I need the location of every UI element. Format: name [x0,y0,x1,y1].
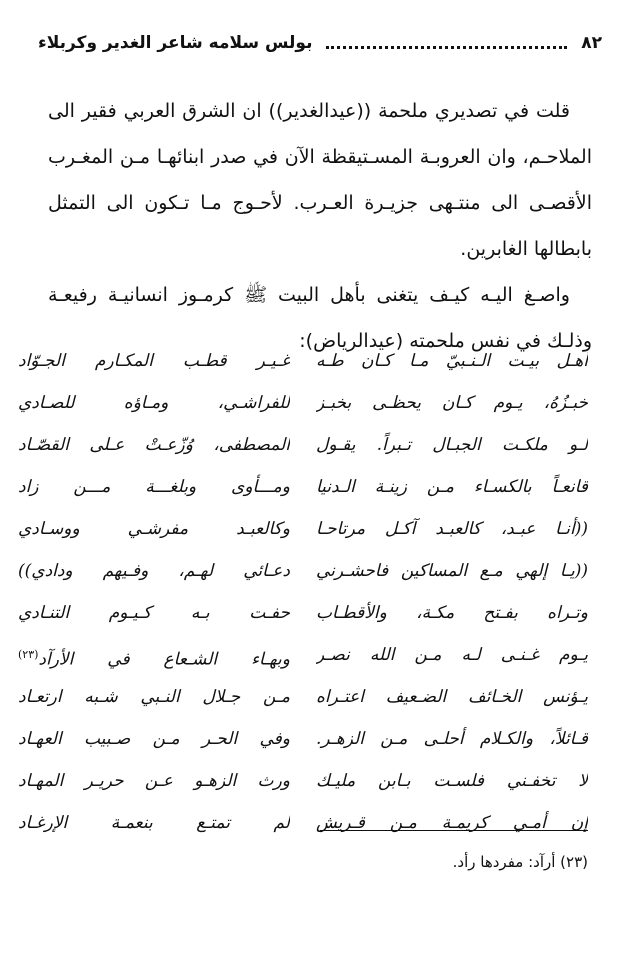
verse-second-hemistich [18,634,290,676]
header-dot-leader [326,46,567,49]
paragraph: قلت في تصديري ملحمة ((عيدالغدير)) ان الشرق العربي فقير الى الملاحـم، وان العروبـة المسـتيقظة الآن في صدر ابنائهـا مـن المغـرب الأقصـى الى منتـهى جزيـرة العـرب. لأحـوج مـا تـكون الى التمثل بابطالها الغابرين. [48,100,592,260]
verse-second-hemistich: ومـــأوى وبلغـــة مـــن زاد [18,477,290,497]
verse-first-hemistich: وتـراه بفـتح مكـة، والأقطـاب [316,603,588,623]
poem-verse [18,382,588,424]
verse-first-hemistich: ((يـا إلهي مـع المساكين فاحشـرني [316,561,588,581]
verse-first-hemistich: قانعـاً بالكسـاء مـن زينـة الـدنيا [316,477,588,497]
verse-first-hemistich: لا تخفـني فلسـت بـابن مليـك [316,771,588,791]
verse-second-hemistich: غـيـر قطـب المكـارم الجـوّاد [18,351,290,371]
poem [18,340,588,844]
poem-verse [18,676,588,718]
verse-second-hemistich-text: وبهـاء الشـعاع في الأرآد [38,649,290,670]
footnote: (٢٣) أرآد: مفردها رأد. [452,853,588,871]
header-title: بولس سلامه شاعر الغدير وكربلاء [38,33,313,53]
poem-verse [18,508,588,550]
poem-verse [18,424,588,466]
verse-first-hemistich: إن أمـي كريمـة مـن قـريش [316,813,588,833]
poem-verse [18,466,588,508]
verse-first-hemistich: قـائلاً، والكـلام أحلـى مـن الزهـر. [316,729,588,749]
poem-verse [18,592,588,634]
poem-verse [18,634,588,676]
verse-first-hemistich: لـو ملكـت الجبـال تـبراً. يقـول [316,435,588,455]
verse-first-hemistich: يـؤنس الخـائف الضـعيف اعتـراه [316,687,588,707]
verse-first-hemistich: أهـل بيـت الـنـبيّ مـا كـان طـه [316,351,588,371]
verse-second-hemistich: ورث الزهـو عـن حريـر المهـاد [18,771,290,791]
verse-first-hemistich: ((أنـا عبـد، كالعبـد آكـل مرتاحـا [316,519,588,539]
poem-verse [18,340,588,382]
poem-verse [18,760,588,802]
poem-verse [18,550,588,592]
verse-second-hemistich: حفـت بـه كـيـوم التنـادي [18,603,290,623]
body-text [48,88,592,364]
verse-second-hemistich: وفي الحـر مـن صـبيب العهـاد [18,729,290,749]
verse-second-hemistich: دعـائي لهـم، وفـيهم ودادي)) [18,561,290,581]
verse-second-hemistich: وكالعبـد مفرشـي ووسـادي [18,519,290,539]
verse-second-hemistich: للفراشـي، ومـاؤه للصـادي [18,393,290,413]
footnote-marker: (٢٣) [18,648,39,661]
page-number: ٨٢ [581,33,602,53]
paragraph: واصـغ اليـه كيـف يتغنى بأهل البيت ﷺ كرمـوز انسانيـة رفيعـة وذلـك في نفس ملحمته (عيدالرياض): [48,284,592,352]
verse-second-hemistich: لم تمتـع بنعمـة الإرغـاد [18,813,290,833]
poem-verse [18,802,588,844]
running-header [38,30,602,56]
verse-second-hemistich: المصطفى، وُزّعـتْ عـلى القصّـاد [18,435,290,455]
verse-second-hemistich: مـن جـلال النـبي شـبه ارتعـاد [18,687,290,707]
footnote-separator [320,830,588,831]
verse-first-hemistich: يـوم غـنـى لـه مـن الله نصـر [316,645,588,665]
poem-verse [18,718,588,760]
verse-first-hemistich: خبـزُهُ، يـوم كـان يحظـى بخبـز [316,393,588,413]
